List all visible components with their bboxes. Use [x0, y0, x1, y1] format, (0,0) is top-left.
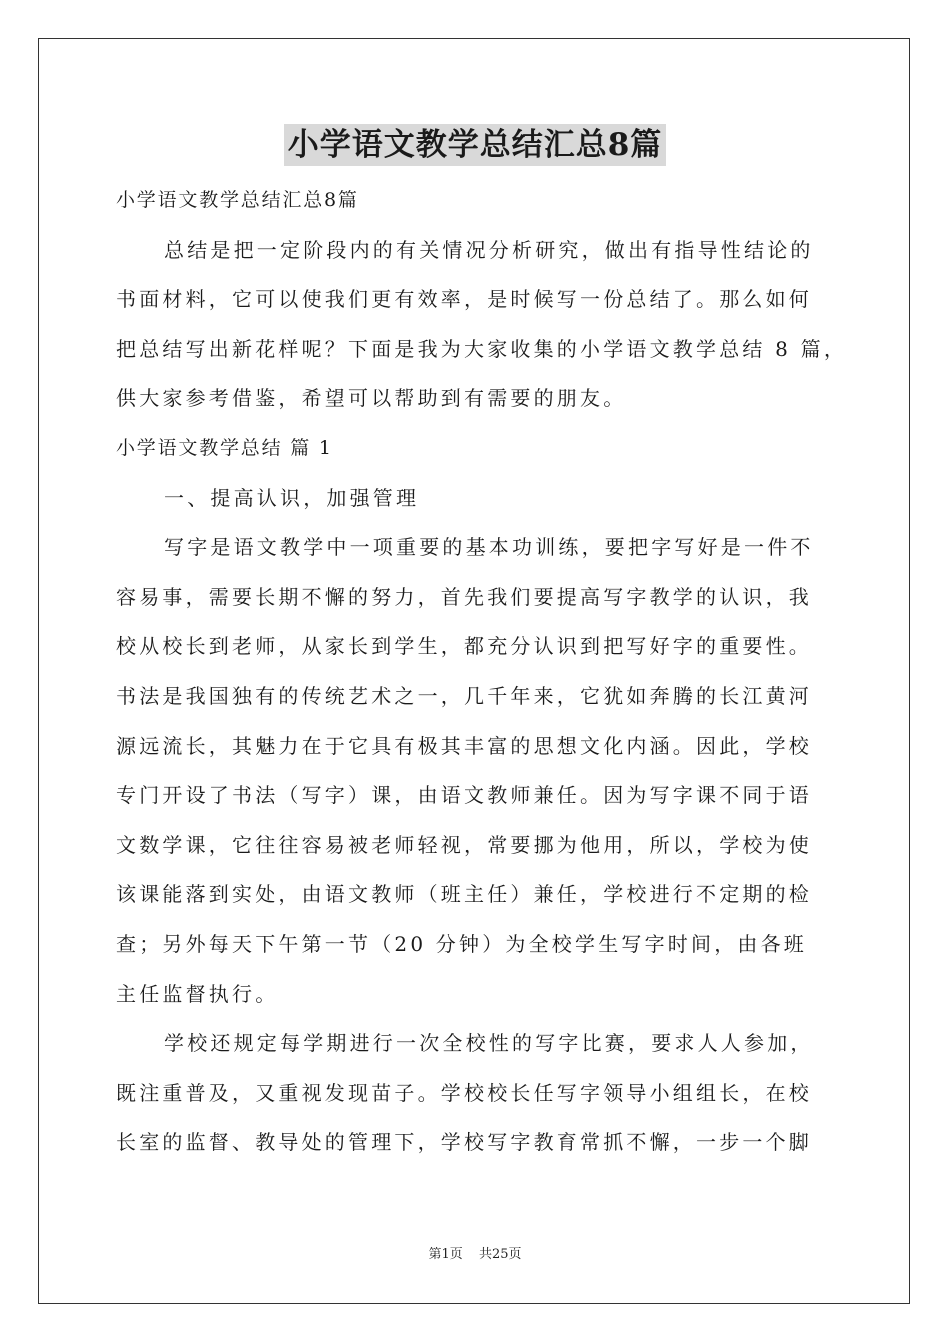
paragraph-line: 容易事，需要长期不懈的努力，首先我们要提高写字教学的认识，我 — [116, 584, 812, 609]
paragraph-line: 既注重普及，又重视发现苗子。学校校长任写字领导小组组长，在校 — [116, 1080, 812, 1105]
paragraph-line: 查；另外每天下午第一节（20 分钟）为全校学生写字时间，由各班 — [116, 931, 808, 956]
paragraph-line: 书面材料，它可以使我们更有效率，是时候写一份总结了。那么如何 — [116, 287, 812, 312]
subsection-heading: 一、提高认识，加强管理 — [164, 485, 420, 510]
paragraph-line: 该课能落到实处，由语文教师（班主任）兼任，学校进行不定期的检 — [116, 882, 812, 907]
paragraph-line: 文数学课，它往往容易被老师轻视，常要挪为他用，所以，学校为使 — [116, 832, 812, 857]
paragraph-line: 学校还规定每学期进行一次全校性的写字比赛，要求人人参加， — [164, 1031, 814, 1056]
document-subtitle: 小学语文教学总结汇总8篇 — [116, 189, 359, 211]
paragraph-line: 把总结写出新花样呢？下面是我为大家收集的小学语文教学总结 8 篇， — [116, 336, 848, 361]
page-total: 共25页 — [478, 1247, 522, 1262]
paragraph-line: 写字是语文教学中一项重要的基本功训练，要把字写好是一件不 — [164, 535, 814, 560]
paragraph-line: 主任监督执行。 — [116, 981, 279, 1006]
paragraph-line: 供大家参考借鉴，希望可以帮助到有需要的朋友。 — [116, 386, 627, 411]
paragraph-line: 长室的监督、教导处的管理下，学校写字教育常抓不懈，一步一个脚 — [116, 1130, 812, 1155]
paragraph-line: 书法是我国独有的传统艺术之一，几千年来，它犹如奔腾的长江黄河 — [116, 683, 812, 708]
paragraph-line: 总结是把一定阶段内的有关情况分析研究，做出有指导性结论的 — [164, 237, 814, 262]
section-heading: 小学语文教学总结 篇 1 — [116, 436, 333, 459]
document-title: 小学语文教学总结汇总8篇 — [284, 124, 667, 166]
paragraph-line: 专门开设了书法（写字）课，由语文教师兼任。因为写字课不同于语 — [116, 783, 812, 808]
title-wrapper — [0, 124, 950, 166]
page-footer — [0, 1243, 950, 1262]
paragraph-line: 源远流长，其魅力在于它具有极其丰富的思想文化内涵。因此，学校 — [116, 733, 812, 758]
page-number: 第1页 — [428, 1247, 463, 1262]
paragraph-line: 校从校长到老师，从家长到学生，都充分认识到把写好字的重要性。 — [116, 634, 812, 659]
document-body — [116, 176, 848, 1168]
